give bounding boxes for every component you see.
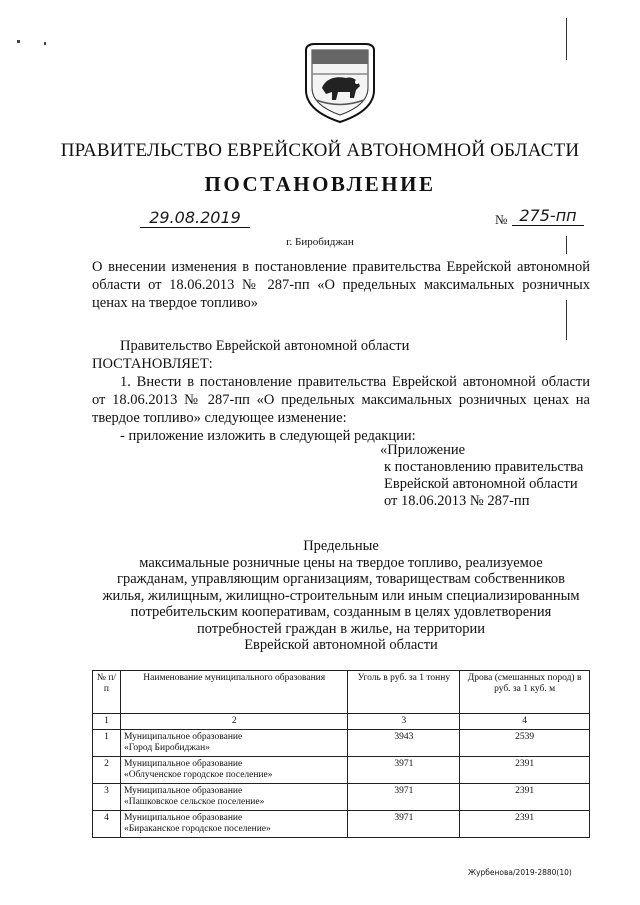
document-type: ПОСТАНОВЛЕНИЕ — [204, 172, 436, 196]
document-date: 29.08.2019 — [140, 208, 250, 228]
municipality-title: «Город Биробиджан» — [123, 743, 210, 753]
scan-mark — [44, 42, 46, 45]
table-header-row — [93, 671, 590, 714]
municipality-name — [120, 784, 348, 811]
municipality-name — [120, 757, 348, 784]
preamble — [92, 337, 590, 445]
header-municipality: Наименование муниципального образования — [120, 671, 348, 714]
subject-text: О внесении изменения в постановление правительства Еврейской автономной области от 18.06.2013 № 287-пп «О предельных максимальных розничных ценах на твердое топливо» — [92, 259, 590, 311]
caption-title: Предельные — [303, 538, 379, 554]
column-number-row — [93, 714, 590, 730]
municipality-type: Муниципальное образование — [123, 732, 243, 742]
city-line: г. Биробиджан — [286, 236, 354, 248]
appendix-line-1: «Приложение — [380, 442, 466, 458]
column-number: 3 — [348, 714, 460, 730]
municipality-name — [120, 730, 348, 757]
caption-line-3: жилья, жилищным, жилищно-строительным или иным специализированным — [102, 587, 580, 604]
caption-line-4: потребительским кооперативам, созданным в целях удовлетворения — [130, 604, 552, 620]
wood-price: 2539 — [460, 730, 590, 757]
row-number: 1 — [93, 730, 121, 757]
document-code: Журбенова/2019-2880(10) — [468, 868, 572, 877]
row-number: 3 — [93, 784, 121, 811]
appendix-line-2: к постановлению правительства — [384, 459, 584, 475]
scan-mark — [17, 40, 20, 43]
municipality-name — [120, 811, 348, 838]
header-wood-price: Дрова (смешанных пород) в руб. за 1 куб. м — [460, 671, 590, 714]
wood-price: 2391 — [460, 811, 590, 838]
municipality-title: «Пашковское сельское поселение» — [123, 797, 265, 807]
number-label: № — [495, 212, 508, 227]
appendix-block — [380, 442, 583, 510]
caption-line-5: потребностей граждан в жилье, на территории — [196, 620, 485, 637]
municipality-type: Муниципальное образование — [123, 786, 243, 796]
item-1-dash: - приложение изложить в следующей редакции: — [120, 428, 416, 444]
item-1: 1. Внести в постановление правительства Еврейской автономной области от 18.06.2013 № 287-пп «О предельных максимальных розничных ценах на твердое топливо» следующее изменение: — [92, 374, 590, 426]
column-number: 4 — [460, 714, 590, 730]
table-row — [93, 730, 590, 757]
coal-price: 3971 — [348, 811, 460, 838]
scan-mark — [566, 18, 567, 60]
coat-of-arms-emblem — [302, 40, 378, 124]
appendix-line-4: от 18.06.2013 № 287-пп — [384, 493, 530, 509]
table-row — [93, 757, 590, 784]
table-caption — [92, 538, 590, 654]
municipality-title: «Бираканское городское поселение» — [123, 824, 271, 834]
coal-price: 3943 — [348, 730, 460, 757]
municipality-type: Муниципальное образование — [123, 813, 243, 823]
header-coal-price: Уголь в руб. за 1 тонну — [348, 671, 460, 714]
document-number: 275-пп — [512, 206, 584, 226]
header-number: № п/п — [93, 671, 121, 714]
appendix-line-3: Еврейской автономной области — [384, 476, 578, 492]
caption-line-2: гражданам, управляющим организациям, товариществам собственников — [117, 571, 565, 587]
table-row — [93, 811, 590, 838]
preamble-line-2: ПОСТАНОВЛЯЕТ: — [92, 356, 213, 372]
wood-price: 2391 — [460, 784, 590, 811]
table-row — [93, 784, 590, 811]
document-subject — [92, 258, 590, 312]
municipality-type: Муниципальное образование — [123, 759, 243, 769]
preamble-line-1: Правительство Еврейской автономной области — [120, 338, 410, 354]
caption-line-6: Еврейской автономной области — [244, 637, 438, 653]
price-table — [92, 670, 590, 838]
coal-price: 3971 — [348, 784, 460, 811]
government-title: ПРАВИТЕЛЬСТВО ЕВРЕЙСКОЙ АВТОНОМНОЙ ОБЛАСТИ — [60, 140, 580, 161]
column-number: 1 — [93, 714, 121, 730]
coal-price: 3971 — [348, 757, 460, 784]
row-number: 4 — [93, 811, 121, 838]
municipality-title: «Облученское городское поселение» — [123, 770, 273, 780]
column-number: 2 — [120, 714, 348, 730]
row-number: 2 — [93, 757, 121, 784]
wood-price: 2391 — [460, 757, 590, 784]
caption-line-1: максимальные розничные цены на твердое топливо, реализуемое — [139, 554, 543, 571]
